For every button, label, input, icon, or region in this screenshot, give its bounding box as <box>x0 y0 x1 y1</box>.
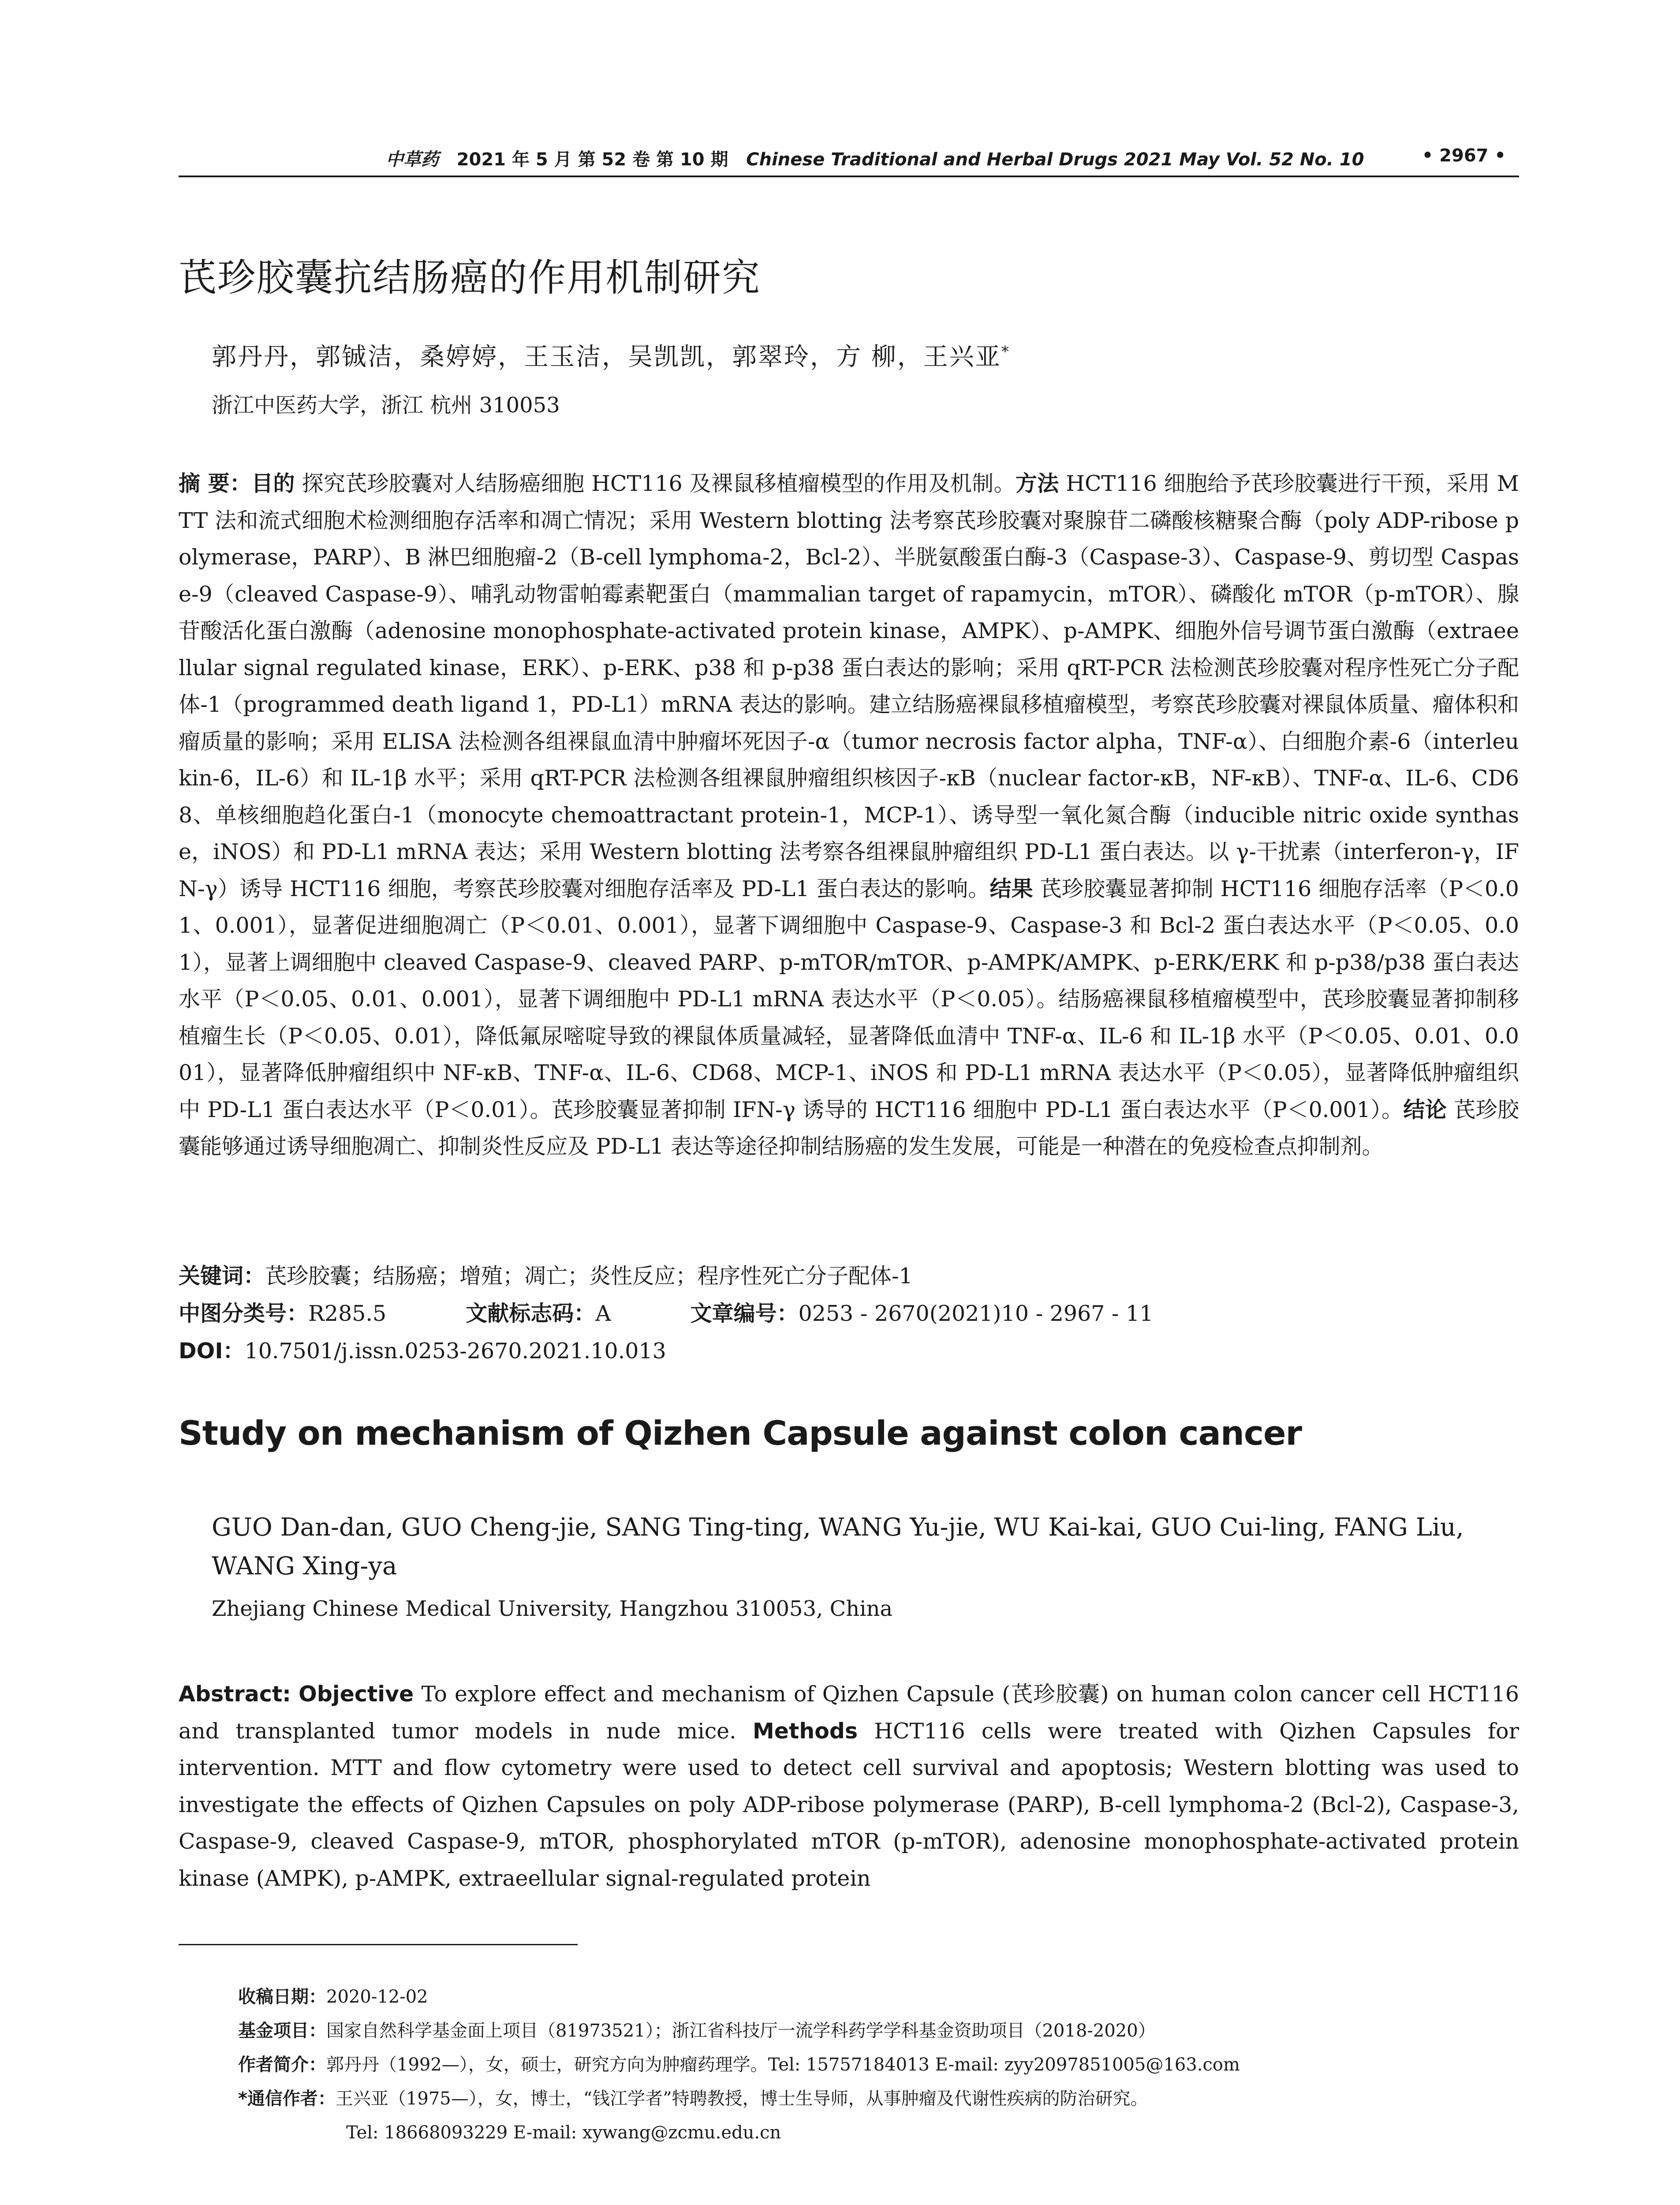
doi-label: DOI： <box>179 1338 245 1364</box>
en-authors: GUO Dan-dan, GUO Cheng-jie, SANG Ting-ting, WANG Yu-jie, WU Kai-kai, GUO Cui-ling, FANG Liu, WANG Xing-ya <box>212 1513 1464 1581</box>
article-id-label: 文章编号： <box>690 1301 799 1326</box>
corresponding-label: *通信作者： <box>238 2089 336 2109</box>
page-number: • 2967 • <box>1422 146 1506 166</box>
cn-conclusion-label: 结论 <box>1403 1097 1447 1122</box>
clc-label: 中图分类号： <box>179 1301 309 1326</box>
en-objective-text: To explore effect and mechanism of Qizhen Capsule (芪珍胶囊) on human colon cancer cell HCT116 and transplanted tumor models in nude mice. <box>179 1682 1519 1744</box>
header-cn-issue: 2021 年 5 月 第 52 卷 第 10 期 <box>456 149 728 170</box>
footnote-corresponding <box>238 2082 1517 2116</box>
en-affiliation: Zhejiang Chinese Medical University, Hangzhou 310053, China <box>212 1596 893 1621</box>
cn-doi <box>179 1334 666 1365</box>
fund-label: 基金项目： <box>238 2021 326 2041</box>
header-en-issue: 2021 May Vol. 52 No. 10 <box>1118 149 1364 170</box>
cn-keywords <box>179 1259 913 1290</box>
keywords-text: 芪珍胶囊；结肠癌；增殖；凋亡；炎性反应；程序性死亡分子配体-1 <box>265 1263 913 1289</box>
article-id-value: 0253 - 2670(2021)10 - 2967 - 11 <box>798 1301 1154 1326</box>
corresponding-value: 王兴亚（1975—），女，博士，“钱江学者”特聘教授，博士生导师，从事肿瘤及代谢性疾病的防治研究。 <box>335 2089 1148 2109</box>
cn-affiliation: 浙江中医药大学，浙江 杭州 310053 <box>212 393 560 418</box>
keywords-label: 关键词： <box>179 1263 265 1289</box>
doi-value[interactable]: 10.7501/j.issn.0253-2670.2021.10.013 <box>244 1338 666 1364</box>
cn-methods-label: 方法 <box>1015 471 1059 496</box>
en-title: Study on mechanism of Qizhen Capsule against colon cancer <box>179 1413 1302 1453</box>
cn-classification <box>179 1297 1153 1327</box>
en-methods-text: HCT116 cells were treated with Qizhen Capsules for intervention. MTT and flow cytometry were used to detect cell survival and apoptosis; Western blotting was used to investigate the effects of Qizhen Capsules on poly ADP-ribose polymerase (PARP), B-cell lymphoma-2 (Bcl-2), Caspase-3, Caspase-9, cleaved Caspase-9, mTOR, phosphorylated mTOR (p-mTOR), adenosine monophosphate-activated protein kinase (AMPK), p-AMPK, extraeellular signal-regulated protein <box>179 1718 1519 1891</box>
author-bio-label: 作者简介： <box>238 2055 326 2075</box>
footnotes <box>238 1980 1517 2150</box>
doc-code-value: A <box>595 1301 611 1326</box>
en-abstract-label: Abstract: <box>179 1682 291 1707</box>
en-objective-label: Objective <box>299 1682 414 1707</box>
fund-value: 国家自然科学基金面上项目（81973521）；浙江省科技厅一流学科药学学科基金资助项目（2018-2020） <box>326 2021 1156 2041</box>
corresponding-mark: * <box>1001 343 1010 361</box>
footnote-rule <box>179 1944 578 1945</box>
footnote-fund <box>238 2014 1517 2048</box>
doc-code-label: 文献标志码： <box>466 1301 596 1326</box>
header-rule <box>179 176 1519 177</box>
footnote-corresponding-contact: Tel: 18668093229 E-mail: xywang@zcmu.edu.cn <box>346 2123 781 2143</box>
cn-title: 芪珍胶囊抗结肠癌的作用机制研究 <box>179 256 761 300</box>
header-issue-info <box>386 146 1364 171</box>
cn-abstract-label: 摘 要： <box>179 471 252 496</box>
header-en-journal: Chinese Traditional and Herbal Drugs <box>746 149 1118 170</box>
cn-abstract <box>179 465 1519 1165</box>
cn-objective-label: 目的 <box>251 471 295 496</box>
running-header <box>179 146 1519 172</box>
cn-author-list: 郭丹丹，郭铖洁，桑婷婷，王玉洁，吴凯凯，郭翠玲，方 柳，王兴亚 <box>212 343 1001 371</box>
cn-authors <box>212 337 1010 373</box>
cn-results-text: 芪珍胶囊显著抑制 HCT116 细胞存活率（P＜0.01、0.001），显著促进细胞凋亡（P＜0.01、0.001），显著下调细胞中 Caspase-9、Caspase-3 和 Bcl-2 蛋白表达水平（P＜0.05、0.01），显著上调细胞中 cleaved Caspase-9、cleaved PARP、p-mTOR/mTOR、p-AMPK/AMPK、p-ERK/ERK 和 p-p38/p38 蛋白表达水平（P＜0.05、0.01、0.001），显著下调细胞中 PD-L1 mRNA 表达水平（P＜0.05）。结肠癌裸鼠移植瘤模型中，芪珍胶囊显著抑制移植瘤生长（P＜0.05、0.01），降低氟尿嘧啶导致的裸鼠体质量减轻，显著降低血清中 TNF-α、IL-6 和 IL-1β 水平（P＜0.05、0.01、0.001），显著降低肿瘤组织中 NF-κB、TNF-α、IL-6、CD68、MCP-1、iNOS 和 PD-L1 mRNA 表达水平（P＜0.05），显著降低肿瘤组织中 PD-L1 蛋白表达水平（P＜0.01）。芪珍胶囊显著抑制 IFN-γ 诱导的 HCT116 细胞中 PD-L1 蛋白表达水平（P＜0.001）。 <box>179 876 1519 1122</box>
clc-value: R285.5 <box>308 1301 387 1326</box>
footnote-author <box>238 2048 1517 2082</box>
received-value: 2020-12-02 <box>326 1987 428 2007</box>
author-bio-value: 郭丹丹（1992—），女，硕士，研究方向为肿瘤药理学。Tel: 15757184013 E-mail: zyy2097851005@163.com <box>326 2055 1240 2075</box>
cn-objective-text: 探究芪珍胶囊对人结肠癌细胞 HCT116 及裸鼠移植瘤模型的作用及机制。 <box>295 471 1015 496</box>
en-methods-label: Methods <box>752 1718 858 1744</box>
en-abstract <box>179 1676 1519 1897</box>
journal-logo: 中草药 <box>386 149 439 170</box>
cn-methods-text: HCT116 细胞给予芪珍胶囊进行干预，采用 MTT 法和流式细胞术检测细胞存活率和凋亡情况；采用 Western blotting 法考察芪珍胶囊对聚腺苷二磷酸核糖聚合酶（poly ADP-ribose polymerase，PARP）、B 淋巴细胞瘤-2（B-cell lymphoma-2，Bcl-2）、半胱氨酸蛋白酶-3（Caspase-3）、Caspase-9、剪切型 Caspase-9（cleaved Caspase-9）、哺乳动物雷帕霉素靶蛋白（mammalian target of rapamycin，mTOR）、磷酸化 mTOR（p-mTOR）、腺苷酸活化蛋白激酶（adenosine monophosphate-activated protein kinase，AMPK）、p-AMPK、细胞外信号调节蛋白激酶（extraeellular signal regulated kinase，ERK）、p-ERK、p38 和 p-p38 蛋白表达的影响；采用 qRT-PCR 法检测芪珍胶囊对程序性死亡分子配体-1（programmed death ligand 1，PD-L1）mRNA 表达的影响。建立结肠癌裸鼠移植瘤模型，考察芪珍胶囊对裸鼠体质量、瘤体积和瘤质量的影响；采用 ELISA 法检测各组裸鼠血清中肿瘤坏死因子-α（tumor necrosis factor alpha，TNF-α）、白细胞介素-6（interleukin-6，IL-6）和 IL-1β 水平；采用 qRT-PCR 法检测各组裸鼠肿瘤组织核因子-κB（nuclear factor-κB，NF-κB）、TNF-α、IL-6、CD68、单核细胞趋化蛋白-1（monocyte chemoattractant protein-1，MCP-1）、诱导型一氧化氮合酶（inducible nitric oxide synthase，iNOS）和 PD-L1 mRNA 表达；采用 Western blotting 法考察各组裸鼠肿瘤组织 PD-L1 蛋白表达。以 γ-干扰素（interferon-γ，IFN-γ）诱导 HCT116 细胞，考察芪珍胶囊对细胞存活率及 PD-L1 蛋白表达的影响。 <box>179 471 1519 901</box>
received-label: 收稿日期： <box>238 1987 326 2007</box>
cn-conclusion-text: 芪珍胶囊能够通过诱导细胞凋亡、抑制炎性反应及 PD-L1 表达等途径抑制结肠癌的发生发展，可能是一种潜在的免疫检查点抑制剂。 <box>179 1097 1519 1159</box>
cn-results-label: 结果 <box>989 876 1033 901</box>
footnote-received <box>238 1980 1517 2014</box>
